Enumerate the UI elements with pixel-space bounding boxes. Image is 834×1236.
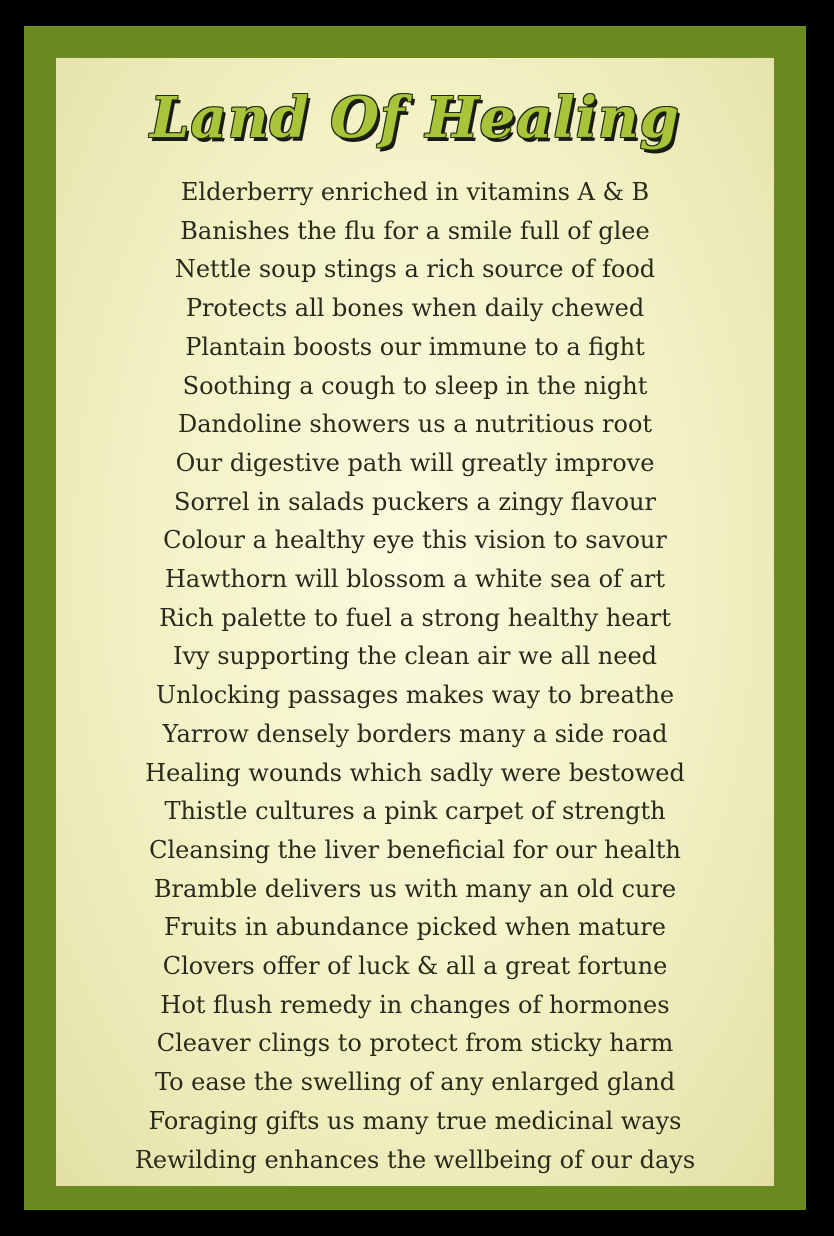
poem-card xyxy=(56,58,774,1186)
poem-line: Cleaver clings to protect from sticky harm xyxy=(156,1029,674,1058)
poem-title: Land Of Healing xyxy=(150,85,680,151)
green-frame xyxy=(24,26,806,1210)
poem-line: Healing wounds which sadly were bestowed xyxy=(145,758,685,787)
poem-line: Nettle soup stings a rich source of food xyxy=(174,255,656,284)
poem-line: Soothing a cough to sleep in the night xyxy=(182,371,648,400)
poem-line: Protects all bones when daily chewed xyxy=(185,294,645,323)
poem-line: Plantain boosts our immune to a fight xyxy=(185,332,645,361)
poem-line: Banishes the flu for a smile full of glee xyxy=(180,216,650,245)
poem-line: Bramble delivers us with many an old cure xyxy=(153,874,677,903)
poem-line: Dandoline showers us a nutritious root xyxy=(177,410,653,439)
poem-line: Rewilding enhances the wellbeing of our days xyxy=(134,1145,696,1174)
poem-line: Rich palette to fuel a strong healthy heart xyxy=(159,603,671,632)
poem-line: Sorrel in salads puckers a zingy flavour xyxy=(174,487,656,516)
poem-line: Unlocking passages makes way to breathe xyxy=(155,681,675,710)
poem-line: Thistle cultures a pink carpet of strength xyxy=(164,797,666,826)
poem-line: Hot flush remedy in changes of hormones xyxy=(160,990,670,1019)
poem-line: Clovers offer of luck & all a great fortune xyxy=(162,952,668,981)
poem-line: To ease the swelling of any enlarged gland xyxy=(154,1068,676,1097)
poem-line: Yarrow densely borders many a side road xyxy=(162,719,668,748)
poem-line: Elderberry enriched in vitamins A & B xyxy=(180,178,650,206)
poem-line: Foraging gifts us many true medicinal ways xyxy=(148,1106,682,1135)
poem-line: Colour a healthy eye this vision to savour xyxy=(163,526,667,555)
poem-line: Ivy supporting the clean air we all need xyxy=(172,642,658,671)
poem-line: Our digestive path will greatly improve xyxy=(175,448,655,477)
poem-line: Cleansing the liver beneficial for our health xyxy=(149,835,681,864)
poem-line: Hawthorn will blossom a white sea of art xyxy=(165,565,665,594)
poem-body xyxy=(56,173,774,1179)
poem-line: Fruits in abundance picked when mature xyxy=(164,913,666,942)
